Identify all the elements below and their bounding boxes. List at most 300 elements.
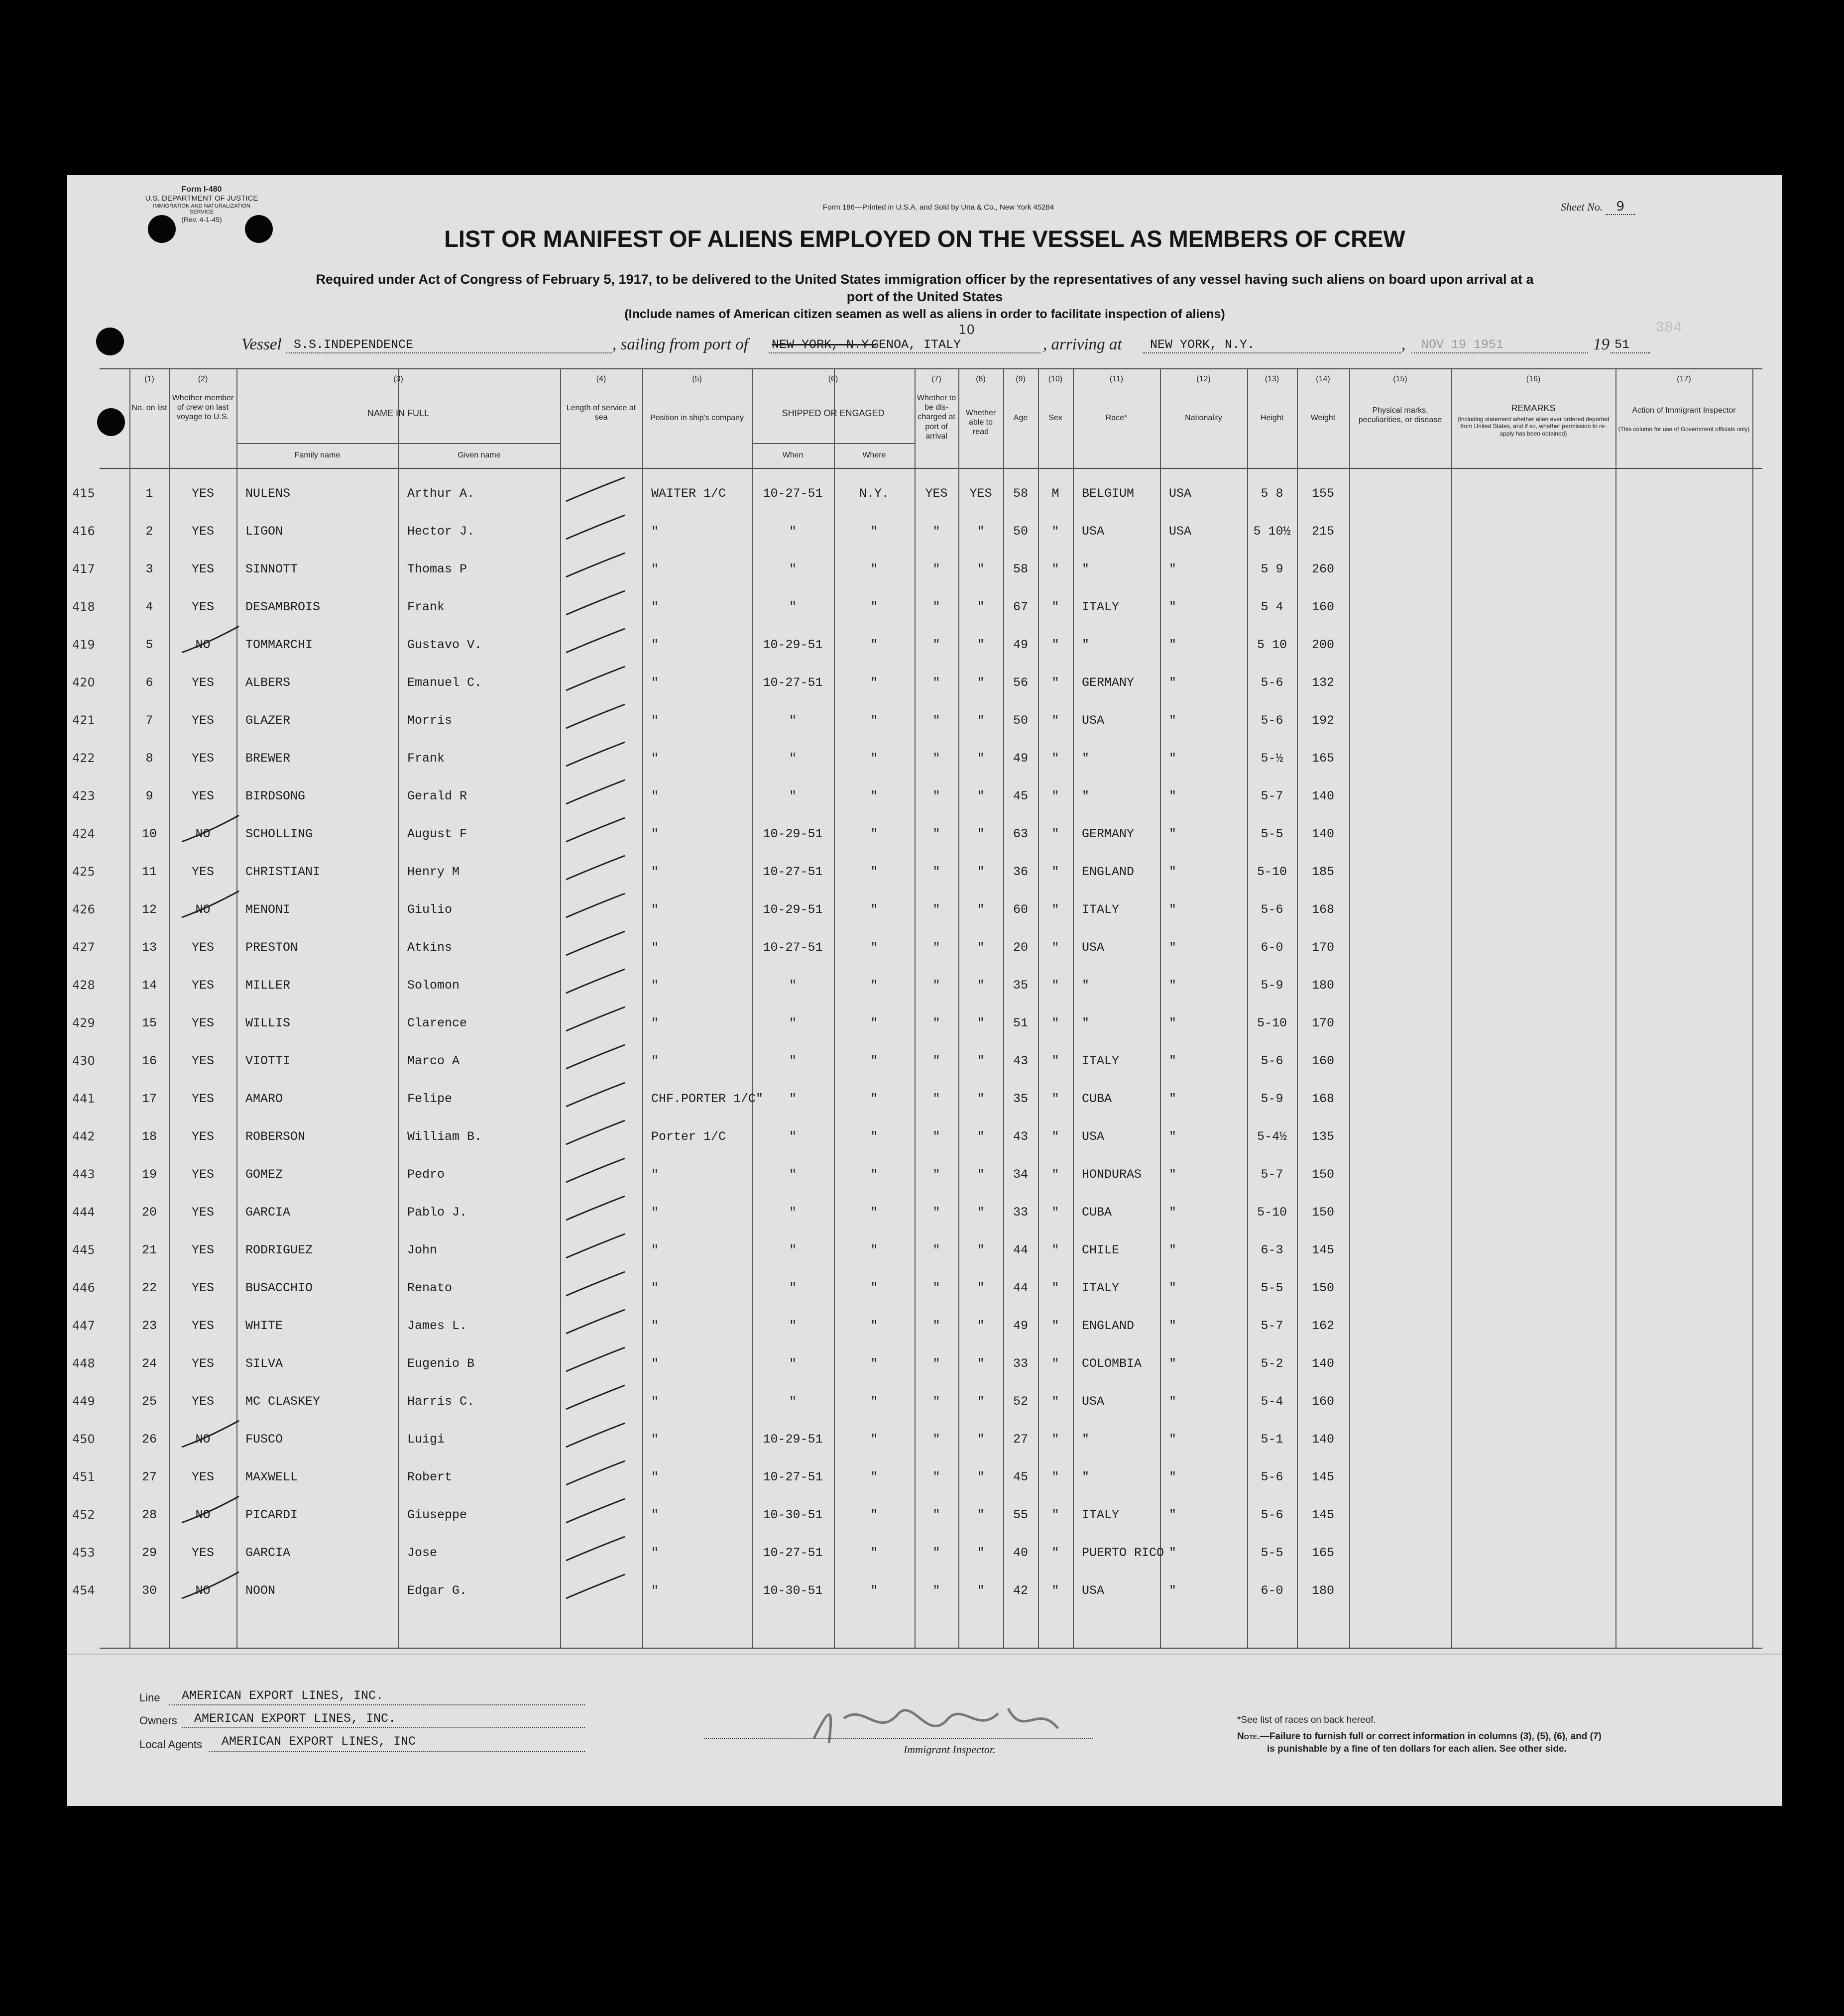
cell-race: ": [1082, 1470, 1090, 1484]
cell-sex: ": [1051, 1319, 1059, 1333]
cell-weight: 170: [1311, 1016, 1334, 1030]
cell-race: USA: [1082, 713, 1105, 728]
cell-family: PRESTON: [245, 940, 298, 955]
cell-family: FUSCO: [245, 1432, 283, 1447]
cell-no: 30: [141, 1583, 157, 1598]
cell-prev: YES: [191, 486, 214, 501]
row-reference-number: 454: [72, 1583, 95, 1597]
cell-height: 5-6: [1261, 1508, 1283, 1522]
column-divider: [915, 368, 916, 1648]
check-mark-icon: [560, 1233, 642, 1263]
column-divider: [398, 368, 399, 1648]
cell-read: ": [977, 1583, 985, 1598]
cell-no: 5: [145, 638, 153, 652]
cell-age: 63: [1013, 827, 1028, 841]
cell-no: 26: [141, 1432, 157, 1447]
cell-prev: NO: [195, 1432, 211, 1447]
cell-height: 6-0: [1261, 940, 1283, 955]
cell-age: 52: [1013, 1394, 1028, 1409]
cell-given: Pedro: [407, 1167, 445, 1182]
cell-given: Pablo J.: [407, 1205, 467, 1220]
column-number: (9): [1016, 375, 1026, 383]
row-reference-number: 448: [72, 1356, 95, 1370]
column-divider: [1003, 368, 1004, 1648]
cell-when: ": [789, 600, 797, 614]
column-divider: [752, 368, 753, 1648]
cell-nat: ": [1169, 713, 1177, 728]
name-subheader-line: [236, 443, 560, 444]
header-shipped: SHIPPED OR ENGAGED: [782, 408, 885, 418]
cell-race: HONDURAS: [1082, 1167, 1142, 1182]
cell-where: ": [870, 1508, 878, 1522]
cell-family: GOMEZ: [245, 1167, 283, 1182]
sailing-label: , sailing from port of: [612, 336, 748, 353]
column-number: (13): [1265, 375, 1279, 383]
cell-nat: ": [1169, 1092, 1177, 1106]
cell-sex: ": [1051, 1092, 1059, 1106]
agents-dotline: [209, 1751, 585, 1752]
column-number: (3): [393, 375, 403, 383]
cell-nat: ": [1169, 1508, 1177, 1522]
column-divider: [1615, 368, 1616, 1648]
check-mark-icon: [560, 893, 642, 922]
cell-family: BUSACCHIO: [245, 1281, 313, 1295]
cell-sex: ": [1051, 751, 1059, 766]
check-mark-icon: [560, 590, 642, 620]
cell-pos: ": [651, 1016, 659, 1030]
cell-family: BREWER: [245, 751, 291, 766]
cell-where: ": [870, 1394, 878, 1409]
cell-height: 5-2: [1261, 1356, 1283, 1371]
cell-disch: ": [932, 1243, 940, 1257]
line-dotline: [169, 1704, 585, 1705]
cell-age: 44: [1013, 1281, 1028, 1295]
header-name-in-full: NAME IN FULL: [367, 408, 430, 418]
row-reference-number: 441: [72, 1092, 95, 1106]
cell-prev: YES: [191, 1470, 214, 1484]
cell-sex: ": [1051, 1470, 1059, 1484]
cell-read: ": [977, 902, 985, 917]
cell-where: N.Y.: [859, 486, 889, 501]
cell-where: ": [870, 1432, 878, 1447]
table-top-border: [100, 368, 1762, 369]
cell-read: ": [977, 562, 985, 576]
cell-given: Clarence: [407, 1016, 467, 1030]
cell-read: ": [977, 1432, 985, 1447]
cell-given: Marco A: [407, 1054, 460, 1068]
cell-race: ": [1082, 978, 1090, 993]
column-divider: [129, 368, 130, 1648]
agents-value: AMERICAN EXPORT LINES, INC: [222, 1734, 416, 1749]
cell-when: 10-27-51: [763, 486, 823, 501]
cell-read: ": [977, 1470, 985, 1484]
header-given-name: Given name: [458, 451, 501, 459]
cell-pos: Porter 1/C: [651, 1129, 726, 1144]
cell-when: ": [789, 1129, 797, 1144]
cell-sex: ": [1051, 562, 1059, 576]
strike-mark-icon: [179, 1495, 254, 1525]
cell-race: USA: [1082, 940, 1105, 955]
column-divider: [1297, 368, 1298, 1648]
comma: ,: [1401, 336, 1406, 353]
cell-age: 49: [1013, 638, 1028, 652]
cell-weight: 200: [1311, 638, 1334, 652]
cell-read: ": [977, 713, 985, 728]
subtitle-line-1: Required under Act of Congress of February 5, 1917, to be delivered to the United States immigration officer by the representatives of any vessel having such aliens on board upon arrival at a: [316, 272, 1534, 287]
cell-age: 43: [1013, 1129, 1028, 1144]
cell-pos: ": [651, 638, 659, 652]
cell-when: ": [789, 1356, 797, 1371]
cell-prev: YES: [191, 1016, 214, 1030]
cell-age: 34: [1013, 1167, 1028, 1182]
cell-sex: ": [1051, 827, 1059, 841]
date-dotline: [1411, 352, 1588, 353]
cell-weight: 165: [1311, 1546, 1334, 1560]
row-reference-number: 446: [72, 1281, 95, 1295]
cell-given: John: [407, 1243, 438, 1257]
sailing-port: GENOA, ITALY: [871, 337, 961, 352]
sheet-label: Sheet No.: [1561, 201, 1603, 213]
cell-nat: ": [1169, 865, 1177, 879]
cell-weight: 180: [1311, 978, 1334, 993]
cell-race: ": [1082, 638, 1090, 652]
cell-disch: ": [932, 1508, 940, 1522]
cell-age: 50: [1013, 713, 1028, 728]
cell-nat: ": [1169, 1470, 1177, 1484]
cell-disch: ": [932, 789, 940, 803]
cell-when: ": [789, 1092, 797, 1106]
cell-height: 5-7: [1261, 1319, 1283, 1333]
check-mark-icon: [560, 817, 642, 847]
check-mark-icon: [560, 1006, 642, 1036]
cell-nat: ": [1169, 1054, 1177, 1068]
cell-no: 7: [145, 713, 153, 728]
cell-where: ": [870, 1470, 878, 1484]
cell-height: 5-4½: [1257, 1129, 1287, 1144]
cell-height: 5-6: [1261, 675, 1283, 690]
cell-age: 35: [1013, 978, 1028, 993]
cell-family: ROBERSON: [245, 1129, 306, 1144]
cell-pos: ": [651, 1356, 659, 1371]
column-divider: [236, 368, 237, 1648]
cell-prev: YES: [191, 1281, 214, 1295]
check-mark-icon: [560, 1120, 642, 1149]
races-note: *See list of races on back hereof.: [1237, 1715, 1376, 1725]
sheet-number: 9: [1606, 199, 1635, 215]
cell-weight: 215: [1311, 524, 1334, 539]
cell-disch: ": [932, 940, 940, 955]
cell-pos: ": [651, 827, 659, 841]
header-discharged: Whether to be dis-charged at port of arrival: [917, 394, 956, 441]
cell-pos: CHF.PORTER 1/C": [651, 1092, 764, 1106]
row-reference-number: 426: [72, 902, 95, 916]
cell-where: ": [870, 1092, 878, 1106]
cell-read: ": [977, 1092, 985, 1106]
cell-weight: 160: [1311, 600, 1334, 614]
cell-when: ": [789, 1243, 797, 1257]
cell-when: 10-29-51: [763, 902, 823, 917]
cell-given: James L.: [407, 1319, 467, 1333]
cell-race: ": [1082, 562, 1090, 576]
cell-given: Gerald R: [407, 789, 467, 803]
subtitle-line-2: port of the United States: [846, 289, 1003, 304]
row-reference-number: 449: [72, 1394, 95, 1408]
cell-when: ": [789, 1281, 797, 1295]
cell-no: 24: [141, 1356, 157, 1371]
cell-height: 5-5: [1261, 1546, 1283, 1560]
header-length-service: Length of service at sea: [566, 404, 636, 422]
cell-age: 20: [1013, 940, 1028, 955]
cell-disch: ": [932, 1583, 940, 1598]
row-reference-number: 417: [72, 562, 95, 576]
cell-weight: 170: [1311, 940, 1334, 955]
subtitle-line-3: (Include names of American citizen seamen as well as aliens in order to facilitate inspection of aliens): [624, 307, 1225, 321]
cell-prev: YES: [191, 789, 214, 803]
cell-race: ": [1082, 1016, 1090, 1030]
cell-no: 21: [141, 1243, 157, 1257]
cell-family: MC CLASKEY: [245, 1394, 321, 1409]
cell-no: 4: [145, 600, 153, 614]
check-mark-icon: [560, 1346, 642, 1376]
cell-where: ": [870, 1205, 878, 1220]
cell-given: William B.: [407, 1129, 482, 1144]
cell-sex: ": [1051, 713, 1059, 728]
cell-sex: ": [1051, 1394, 1059, 1409]
cell-no: 23: [141, 1319, 157, 1333]
cell-read: ": [977, 1508, 985, 1522]
cell-nat: ": [1169, 675, 1177, 690]
column-number: (11): [1109, 375, 1124, 383]
cell-height: 5-6: [1261, 1054, 1283, 1068]
cell-no: 18: [141, 1129, 157, 1144]
cell-sex: ": [1051, 1583, 1059, 1598]
row-reference-number: 423: [72, 789, 95, 803]
cell-family: CHRISTIANI: [245, 865, 321, 879]
cell-pos: ": [651, 1432, 659, 1447]
row-reference-number: 450: [72, 1432, 95, 1446]
arriving-dotline: [1143, 352, 1401, 353]
cell-height: 5-10: [1257, 1016, 1287, 1030]
cell-age: 58: [1013, 486, 1028, 501]
cell-weight: 260: [1311, 562, 1334, 576]
cell-pos: ": [651, 1583, 659, 1598]
cell-race: CUBA: [1082, 1092, 1112, 1106]
row-reference-number: 428: [72, 978, 95, 992]
cell-weight: 162: [1311, 1319, 1334, 1333]
cell-disch: ": [932, 1016, 940, 1030]
cell-no: 15: [141, 1016, 157, 1030]
cell-weight: 165: [1311, 751, 1334, 766]
cell-where: ": [870, 1129, 878, 1144]
cell-height: 5-9: [1261, 1092, 1283, 1106]
cell-where: ": [870, 827, 878, 841]
cell-no: 10: [141, 827, 157, 841]
cell-pos: ": [651, 1394, 659, 1409]
row-reference-number: 419: [72, 638, 95, 652]
cell-when: 10-29-51: [763, 638, 823, 652]
cell-family: NULENS: [245, 486, 291, 501]
cell-no: 13: [141, 940, 157, 955]
strike-mark-icon: [179, 1420, 254, 1450]
cell-nat: USA: [1169, 486, 1192, 501]
check-mark-icon: [560, 1157, 642, 1187]
column-divider: [1451, 368, 1452, 1648]
cell-disch: ": [932, 1129, 940, 1144]
column-divider: [834, 368, 835, 1648]
cell-read: ": [977, 978, 985, 993]
check-mark-icon: [560, 628, 642, 658]
cell-no: 8: [145, 751, 153, 766]
check-mark-icon: [560, 703, 642, 733]
check-mark-icon: [560, 855, 642, 885]
cell-when: ": [789, 1054, 797, 1068]
cell-where: ": [870, 1167, 878, 1182]
corner-stamp: 384: [1655, 320, 1683, 336]
check-mark-icon: [560, 1422, 642, 1452]
cell-when: ": [789, 524, 797, 539]
cell-where: ": [870, 978, 878, 993]
printer-line: Form 186—Printed in U.S.A. and Sold by Una & Co., New York 45284: [822, 203, 1054, 212]
cell-family: BIRDSONG: [245, 789, 306, 803]
cell-height: 5-5: [1261, 1281, 1283, 1295]
cell-where: ": [870, 1281, 878, 1295]
cell-family: TOMMARCHI: [245, 638, 313, 652]
check-mark-icon: [560, 1309, 642, 1339]
column-number: (16): [1526, 375, 1541, 383]
cell-family: GARCIA: [245, 1546, 291, 1560]
cell-race: ITALY: [1082, 902, 1120, 917]
cell-prev: YES: [191, 675, 214, 690]
shipped-subheader-line: [752, 443, 915, 444]
port-dotline: [769, 352, 1040, 353]
cell-height: 5-1: [1261, 1432, 1283, 1447]
cell-weight: 140: [1311, 789, 1334, 803]
cell-nat: ": [1169, 1432, 1177, 1447]
cell-when: ": [789, 1016, 797, 1030]
column-divider: [1160, 368, 1161, 1648]
cell-age: 45: [1013, 789, 1028, 803]
department: U.S. DEPARTMENT OF JUSTICE: [145, 194, 258, 203]
cell-height: 5-10: [1257, 865, 1287, 879]
cell-pos: ": [651, 524, 659, 539]
cell-read: ": [977, 1205, 985, 1220]
cell-age: 55: [1013, 1508, 1028, 1522]
cell-weight: 160: [1311, 1054, 1334, 1068]
cell-prev: YES: [191, 1054, 214, 1068]
column-divider: [1073, 368, 1074, 1648]
cell-where: ": [870, 1016, 878, 1030]
column-number: (2): [198, 375, 208, 383]
cell-race: GERMANY: [1082, 675, 1135, 690]
cell-read: ": [977, 865, 985, 879]
check-mark-icon: [560, 552, 642, 582]
cell-prev: YES: [191, 940, 214, 955]
cell-sex: ": [1051, 978, 1059, 993]
cell-race: ": [1082, 789, 1090, 803]
cell-prev: YES: [191, 1205, 214, 1220]
cell-given: Edgar G.: [407, 1583, 467, 1598]
row-reference-number: 429: [72, 1016, 95, 1030]
cell-height: 5 8: [1261, 486, 1283, 501]
cell-nat: ": [1169, 1205, 1177, 1220]
vessel-label: Vessel: [241, 336, 282, 353]
cell-prev: YES: [191, 1167, 214, 1182]
cell-sex: ": [1051, 675, 1059, 690]
cell-age: 33: [1013, 1356, 1028, 1371]
header-remarks: REMARKS: [1511, 403, 1556, 413]
cell-race: USA: [1082, 524, 1105, 539]
agents-label: Local Agents: [139, 1738, 202, 1751]
cell-pos: ": [651, 562, 659, 576]
row-reference-number: 453: [72, 1546, 95, 1560]
cell-where: ": [870, 1546, 878, 1560]
cell-given: Atkins: [407, 940, 453, 955]
cell-disch: ": [932, 1092, 940, 1106]
cell-no: 3: [145, 562, 153, 576]
cell-weight: 185: [1311, 865, 1334, 879]
cell-age: 42: [1013, 1583, 1028, 1598]
cell-weight: 145: [1311, 1243, 1334, 1257]
cell-race: USA: [1082, 1129, 1105, 1144]
arriving-port: NEW YORK, N.Y.: [1150, 337, 1255, 352]
cell-where: ": [870, 789, 878, 803]
cell-nat: ": [1169, 1319, 1177, 1333]
cell-age: 49: [1013, 1319, 1028, 1333]
cell-read: ": [977, 524, 985, 539]
cell-disch: ": [932, 638, 940, 652]
cell-nat: ": [1169, 1129, 1177, 1144]
check-mark-icon: [560, 779, 642, 809]
penalty-note: [1237, 1731, 1602, 1755]
cell-sex: ": [1051, 789, 1059, 803]
cell-where: ": [870, 1583, 878, 1598]
cell-where: ": [870, 713, 878, 728]
cell-race: PUERTO RICO: [1082, 1546, 1164, 1560]
row-reference-number: 430: [72, 1054, 95, 1068]
note-label: Note.: [1237, 1731, 1260, 1742]
cell-race: USA: [1082, 1583, 1105, 1598]
cell-height: 5-6: [1261, 1470, 1283, 1484]
cell-disch: ": [932, 1470, 940, 1484]
cell-pos: ": [651, 978, 659, 993]
cell-pos: ": [651, 1167, 659, 1182]
year: 51: [1614, 337, 1630, 352]
cell-no: 20: [141, 1205, 157, 1220]
header-race: Race*: [1105, 414, 1128, 422]
cell-given: Giulio: [407, 902, 453, 917]
cell-weight: 140: [1311, 1356, 1334, 1371]
cell-prev: YES: [191, 713, 214, 728]
cell-nat: ": [1169, 902, 1177, 917]
cell-family: LIGON: [245, 524, 283, 539]
cell-no: 17: [141, 1092, 157, 1106]
cell-pos: ": [651, 675, 659, 690]
cell-where: ": [870, 1319, 878, 1333]
cell-when: 10-27-51: [763, 865, 823, 879]
cell-prev: YES: [191, 1092, 214, 1106]
cell-sex: ": [1051, 1546, 1059, 1560]
column-divider: [958, 368, 959, 1648]
cell-sex: ": [1051, 1054, 1059, 1068]
cell-where: ": [870, 751, 878, 766]
cell-prev: YES: [191, 1546, 214, 1560]
cell-given: Emanuel C.: [407, 675, 482, 690]
sheet-number-block: [1561, 199, 1635, 215]
cell-nat: ": [1169, 1243, 1177, 1257]
cell-race: ": [1082, 751, 1090, 766]
cell-nat: ": [1169, 638, 1177, 652]
cell-sex: ": [1051, 1205, 1059, 1220]
